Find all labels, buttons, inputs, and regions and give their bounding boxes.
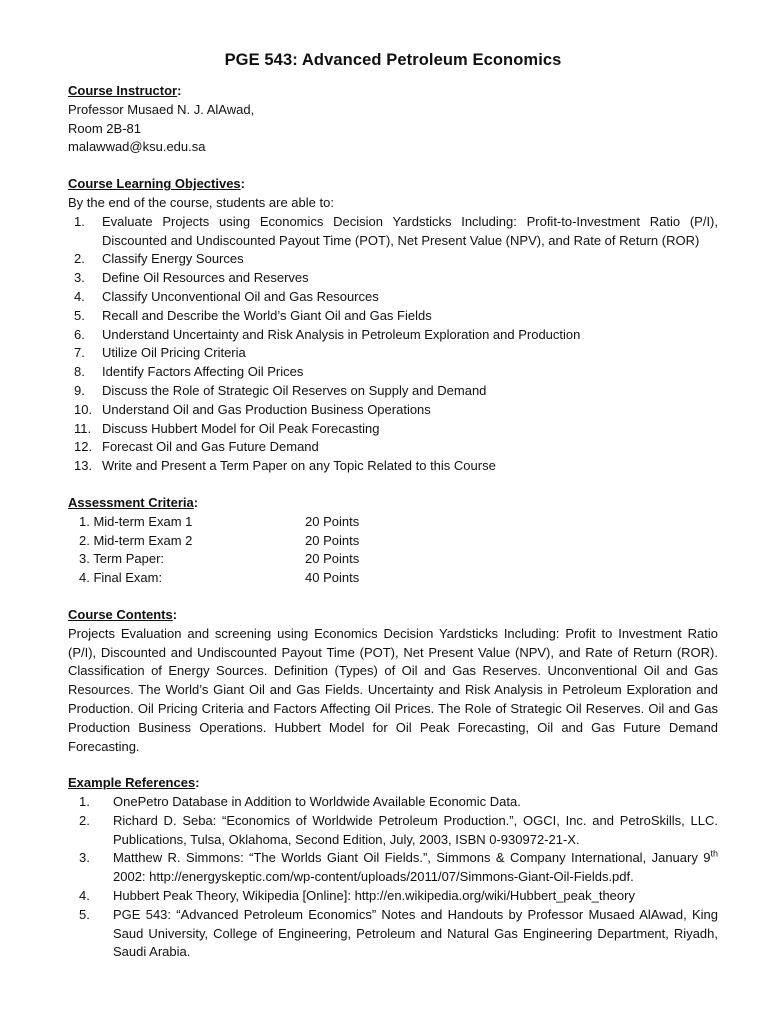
instructor-heading: Course Instructor — [68, 83, 178, 98]
reference-superscript: th — [710, 849, 718, 860]
list-item-number: 4. — [79, 888, 90, 904]
contents-paragraph: Projects Evaluation and screening using Economics Decision Yardsticks Including: Profit to Investment Ratio (P/I), Discounted and Undiscounted Payout Time (POT), Net Present Value (NPV), and Rate of Return (ROR). Classification of Energy Sources. Definition (Types) of Oil and Gas Reserves. Unconventional Oil and Gas Resources. The World’s Giant Oil and Gas Fields. Uncertainty and Risk Analysis in Petroleum Exploration and Production. Oil Pricing Criteria and Factors Affecting Oil Prices. The Role of Strategic Oil Reserves. Oil and Gas Production Business Operations. Hubbert Model for Oil Peak Forecasting, Oil and Gas Future Demand Forecasting. — [68, 625, 718, 754]
list-item-number: 11. — [74, 420, 92, 436]
list-item-number: 8. — [74, 364, 85, 380]
instructor-heading-line: Course Instructor: — [68, 83, 182, 98]
list-item-number: 5. — [79, 906, 90, 922]
list-item-text: Write and Present a Term Paper on any Topic Related to this Course — [102, 458, 496, 474]
list-item-number: 3. — [74, 270, 85, 286]
instructor-email: malawwad@ksu.edu.sa — [68, 139, 206, 155]
list-item-number: 2. — [74, 251, 85, 267]
list-item-number: 7. — [74, 345, 85, 361]
instructor-room: Room 2B-81 — [68, 120, 141, 136]
list-item-number: 5. — [74, 307, 85, 323]
list-item-number: 2. — [79, 812, 90, 828]
assessment-points: 20 Points — [305, 532, 360, 548]
instructor-name: Professor Musaed N. J. AlAwad, — [68, 101, 255, 117]
assessment-points: 20 Points — [305, 551, 360, 567]
references-section — [68, 774, 718, 962]
list-item-text: Recall and Describe the World’s Giant Oil and Gas Fields — [102, 307, 432, 323]
list-item-text: Define Oil Resources and Reserves — [102, 270, 309, 286]
list-item — [68, 213, 718, 251]
table-row — [68, 532, 718, 551]
list-item-number: 4. — [74, 288, 85, 304]
instructor-section — [68, 82, 718, 157]
list-item-text: Identify Factors Affecting Oil Prices — [102, 364, 304, 380]
list-item-number: 3. — [79, 850, 90, 866]
list-item-text: Discuss Hubbert Model for Oil Peak Forecasting — [102, 420, 380, 436]
assessment-label: 3. Term Paper: — [79, 551, 165, 567]
list-item-text: Hubbert Peak Theory, Wikipedia [Online]: http://en.wikipedia.org/wiki/Hubbert_peak_theory — [113, 888, 635, 904]
list-item — [68, 812, 718, 850]
list-item — [68, 457, 718, 476]
table-row — [68, 513, 718, 532]
list-item-text — [113, 849, 718, 887]
list-item-text: OnePetro Database in Addition to Worldwide Available Economic Data. — [113, 794, 521, 810]
list-item-text: PGE 543: “Advanced Petroleum Economics” Notes and Handouts by Professor Musaed AlAwad, King Saud University, College of Engineering, Petroleum and Natural Gas Engineering Department, Riyadh, Saudi Arabia. — [113, 906, 718, 960]
list-item — [68, 363, 718, 382]
list-item-text: Richard D. Seba: “Economics of Worldwide Petroleum Production.”, OGCI, Inc. and PetroSkills, LLC. Publications, Tulsa, Oklahoma, Second Edition, July, 2003, ISBN 0-930972-21-X. — [113, 812, 718, 847]
list-item-number: 9. — [74, 382, 85, 398]
objectives-heading: Course Learning Objectives — [68, 176, 241, 192]
list-item-number: 13. — [74, 458, 93, 474]
list-item-text: Classify Unconventional Oil and Gas Resources — [102, 288, 379, 304]
list-item — [68, 288, 718, 307]
list-item — [68, 307, 718, 326]
list-item-text: Forecast Oil and Gas Future Demand — [102, 439, 319, 455]
list-item-number: 6. — [74, 326, 85, 342]
references-list — [68, 793, 718, 962]
list-item — [68, 344, 718, 363]
list-item-number: 10. — [74, 401, 93, 417]
assessment-section — [68, 494, 718, 588]
assessment-points: 20 Points — [305, 513, 360, 529]
page-title: PGE 543: Advanced Petroleum Economics — [224, 51, 562, 69]
references-heading-line: Example References: — [68, 775, 200, 791]
list-item-text: Evaluate Projects using Economics Decision Yardsticks Including: Profit-to-Investment Ratio (P/I), Discounted and Undiscounted Payout Time (POT), Net Present Value (NPV), and Rate of Return (ROR) — [102, 213, 718, 248]
assessment-label: 4. Final Exam: — [79, 570, 163, 586]
list-item — [68, 887, 718, 906]
objectives-intro: By the end of the course, students are able to: — [68, 194, 334, 210]
assessment-heading-line: Assessment Criteria: — [68, 494, 199, 510]
list-item — [68, 420, 718, 439]
list-item — [68, 401, 718, 420]
list-item-text: Understand Uncertainty and Risk Analysis in Petroleum Exploration and Production — [102, 326, 581, 342]
list-item-text: Classify Energy Sources — [102, 251, 244, 267]
list-item-text: Understand Oil and Gas Production Business Operations — [102, 401, 431, 417]
list-item — [68, 326, 718, 345]
assessment-label: 2. Mid-term Exam 2 — [79, 532, 193, 548]
table-row — [68, 550, 718, 569]
list-item — [68, 438, 718, 457]
contents-heading: Course Contents — [68, 606, 173, 622]
reference-text-part: 2002: http://energyskeptic.com/wp-content/uploads/2011/07/Simmons-Giant-Oil-Fields.pdf. — [113, 869, 634, 885]
list-item — [68, 382, 718, 401]
assessment-heading: Assessment Criteria — [68, 494, 194, 510]
contents-section — [68, 606, 718, 756]
list-item — [68, 849, 718, 887]
document-page — [68, 50, 718, 980]
assessment-points: 40 Points — [305, 570, 360, 586]
contents-heading-line: Course Contents: — [68, 606, 178, 622]
list-item-number: 12. — [74, 439, 93, 455]
list-item — [68, 269, 718, 288]
reference-text-part: Matthew R. Simmons: “The Worlds Giant Oil Fields.”, Simmons & Company International, January 9 — [113, 850, 711, 866]
assessment-label: 1. Mid-term Exam 1 — [79, 513, 193, 529]
references-heading: Example References — [68, 775, 196, 791]
list-item — [68, 906, 718, 962]
list-item-text: Discuss the Role of Strategic Oil Reserves on Supply and Demand — [102, 382, 487, 398]
objectives-list — [68, 213, 718, 476]
list-item-text: Utilize Oil Pricing Criteria — [102, 345, 246, 361]
objectives-section — [68, 175, 718, 476]
list-item — [68, 250, 718, 269]
list-item-number: 1. — [79, 794, 90, 810]
list-item — [68, 793, 718, 812]
list-item-number: 1. — [74, 213, 85, 229]
objectives-heading-line: Course Learning Objectives: — [68, 176, 246, 192]
table-row — [68, 569, 718, 588]
